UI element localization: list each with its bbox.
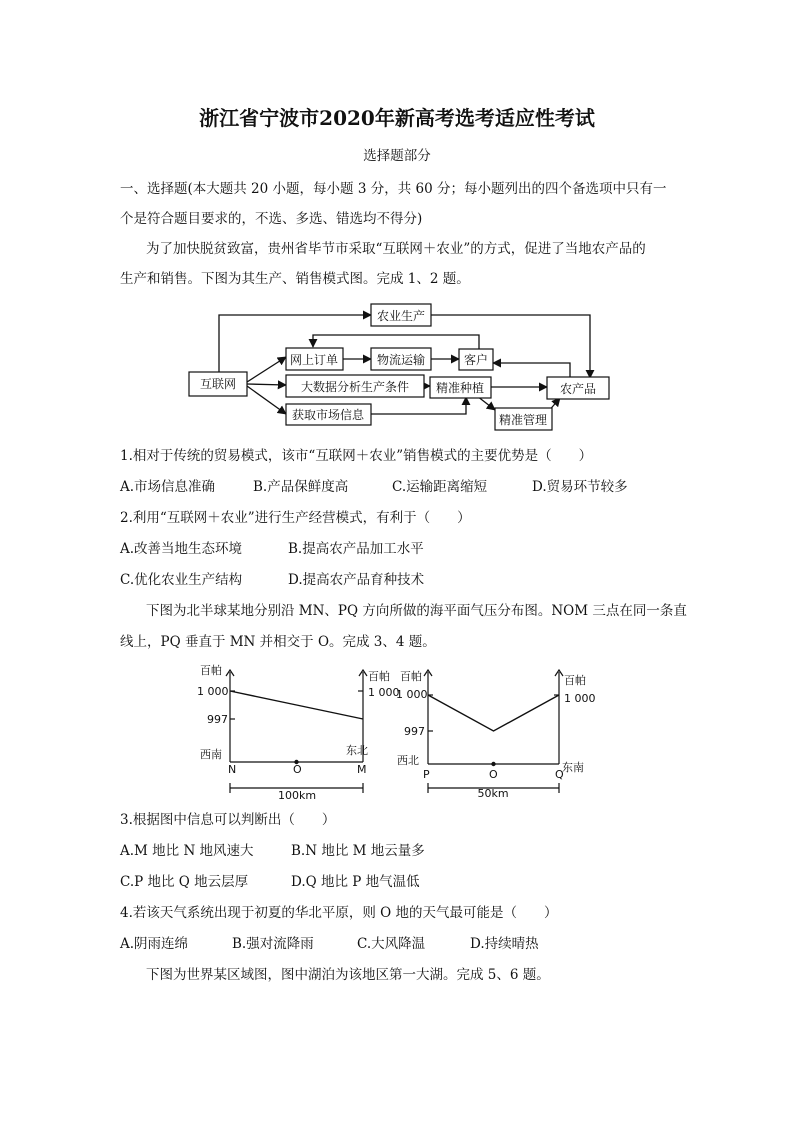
q2-stem: 2.利用“互联网＋农业”进行生产经营模式，有利于（ ） xyxy=(120,510,471,526)
chart-2-tick-1000: 1 000 xyxy=(396,688,428,701)
chart-2-x-label-p: P xyxy=(423,768,430,781)
chart-1-x-label-o: O xyxy=(293,763,302,776)
chart-1-x-label-m: M xyxy=(357,763,367,776)
intro-2-line-1: 下图为北半球某地分别沿 MN、PQ 方向所做的海平面气压分布图。NOM 三点在同一条直 xyxy=(146,603,687,619)
q2-option-a: A.改善当地生态环境 xyxy=(120,541,243,557)
q3-stem: 3.根据图中信息可以判断出（ ） xyxy=(120,812,336,828)
instructions-line-1: 一、选择题(本大题共 20 小题，每小题 3 分，共 60 分；每小题列出的四个备选项中只有一 xyxy=(120,181,667,197)
q1-stem: 1.相对于传统的贸易模式，该市“互联网＋农业”销售模式的主要优势是（ ） xyxy=(120,448,593,464)
q2-option-c: C.优化农业生产结构 xyxy=(120,572,243,588)
section-title: 选择题部分 xyxy=(363,148,431,164)
intro-3-line-1: 下图为世界某区域图，图中湖泊为该地区第一大湖。完成 5、6 题。 xyxy=(146,967,550,983)
q1-option-c: C.运输距离缩短 xyxy=(392,479,488,495)
intro-1-line-2: 生产和销售。下图为其生产、销售模式图。完成 1、2 题。 xyxy=(120,271,470,287)
chart-1-series-line xyxy=(230,691,363,719)
label-internet: 互联网 xyxy=(199,377,237,391)
q2-option-b: B.提高农产品加工水平 xyxy=(288,541,424,557)
chart-1-tick-1000: 1 000 xyxy=(197,685,229,698)
label-big-data: 大数据分析生产条件 xyxy=(300,380,410,394)
label-online-order: 网上订单 xyxy=(289,353,339,367)
chart-2-point-o xyxy=(491,762,495,766)
label-market-info: 获取市场信息 xyxy=(291,408,365,422)
instructions-line-2: 个是符合题目要求的，不选、多选、错选均不得分) xyxy=(120,211,423,227)
pressure-chart-poq xyxy=(392,660,612,800)
q3-option-d: D.Q 地比 P 地气温低 xyxy=(291,874,420,890)
q1-option-a: A.市场信息准确 xyxy=(120,479,216,495)
q4-option-d: D.持续晴热 xyxy=(470,936,539,952)
chart-2-left-direction: 西北 xyxy=(397,754,419,767)
q3-option-b: B.N 地比 M 地云量多 xyxy=(291,843,425,859)
q3-option-a: A.M 地比 N 地风速大 xyxy=(120,843,254,859)
label-products: 农产品 xyxy=(559,382,597,396)
chart-1-ylabel: 百帕 xyxy=(200,664,222,677)
production-sales-flow-diagram xyxy=(185,298,615,436)
chart-2-ylabel: 百帕 xyxy=(400,670,422,683)
label-customer: 客户 xyxy=(463,353,489,367)
chart-1-right-tick: 1 000 xyxy=(368,686,400,699)
chart-1-x-label-n: N xyxy=(228,763,237,776)
intro-2-line-2: 线上，PQ 垂直于 MN 并相交于 O。完成 3、4 题。 xyxy=(120,634,436,650)
pressure-chart-nom xyxy=(190,660,410,800)
intro-1-line-1: 为了加快脱贫致富，贵州省毕节市采取“互联网＋农业”的方式，促进了当地农产品的 xyxy=(146,241,646,257)
chart-2-x-label-q: Q xyxy=(555,768,564,781)
label-precision-mgmt: 精准管理 xyxy=(498,413,548,427)
q3-option-c: C.P 地比 Q 地云层厚 xyxy=(120,874,249,890)
chart-2-distance: 50km xyxy=(477,787,509,800)
q1-option-d: D.贸易环节较多 xyxy=(532,479,628,495)
chart-1-right-ylabel: 百帕 xyxy=(368,670,390,683)
q2-option-d: D.提高农产品育种技术 xyxy=(288,572,425,588)
chart-2-series-line xyxy=(428,695,559,731)
exam-title: 浙江省宁波市2020年新高考选考适应性考试 xyxy=(199,106,595,130)
chart-2-right-direction: 东南 xyxy=(562,761,584,774)
q4-option-b: B.强对流降雨 xyxy=(232,936,314,952)
label-precision-planting: 精准种植 xyxy=(435,381,485,395)
chart-1-right-direction: 东北 xyxy=(346,744,368,757)
label-ag-production: 农业生产 xyxy=(376,309,426,323)
chart-1-tick-997: 997 xyxy=(207,713,228,726)
chart-2-tick-997: 997 xyxy=(404,725,425,738)
q4-stem: 4.若该天气系统出现于初夏的华北平原，则 O 地的天气最可能是（ ） xyxy=(120,905,558,921)
chart-2-x-label-o: O xyxy=(489,768,498,781)
chart-1-left-direction: 西南 xyxy=(200,748,222,761)
q1-option-b: B.产品保鲜度高 xyxy=(253,479,349,495)
chart-2-right-tick: 1 000 xyxy=(564,692,596,705)
q4-option-a: A.阴雨连绵 xyxy=(120,936,189,952)
q4-option-c: C.大风降温 xyxy=(357,936,426,952)
chart-1-distance: 100km xyxy=(277,789,317,802)
chart-2-right-ylabel: 百帕 xyxy=(564,674,586,687)
label-logistics: 物流运输 xyxy=(376,353,426,367)
